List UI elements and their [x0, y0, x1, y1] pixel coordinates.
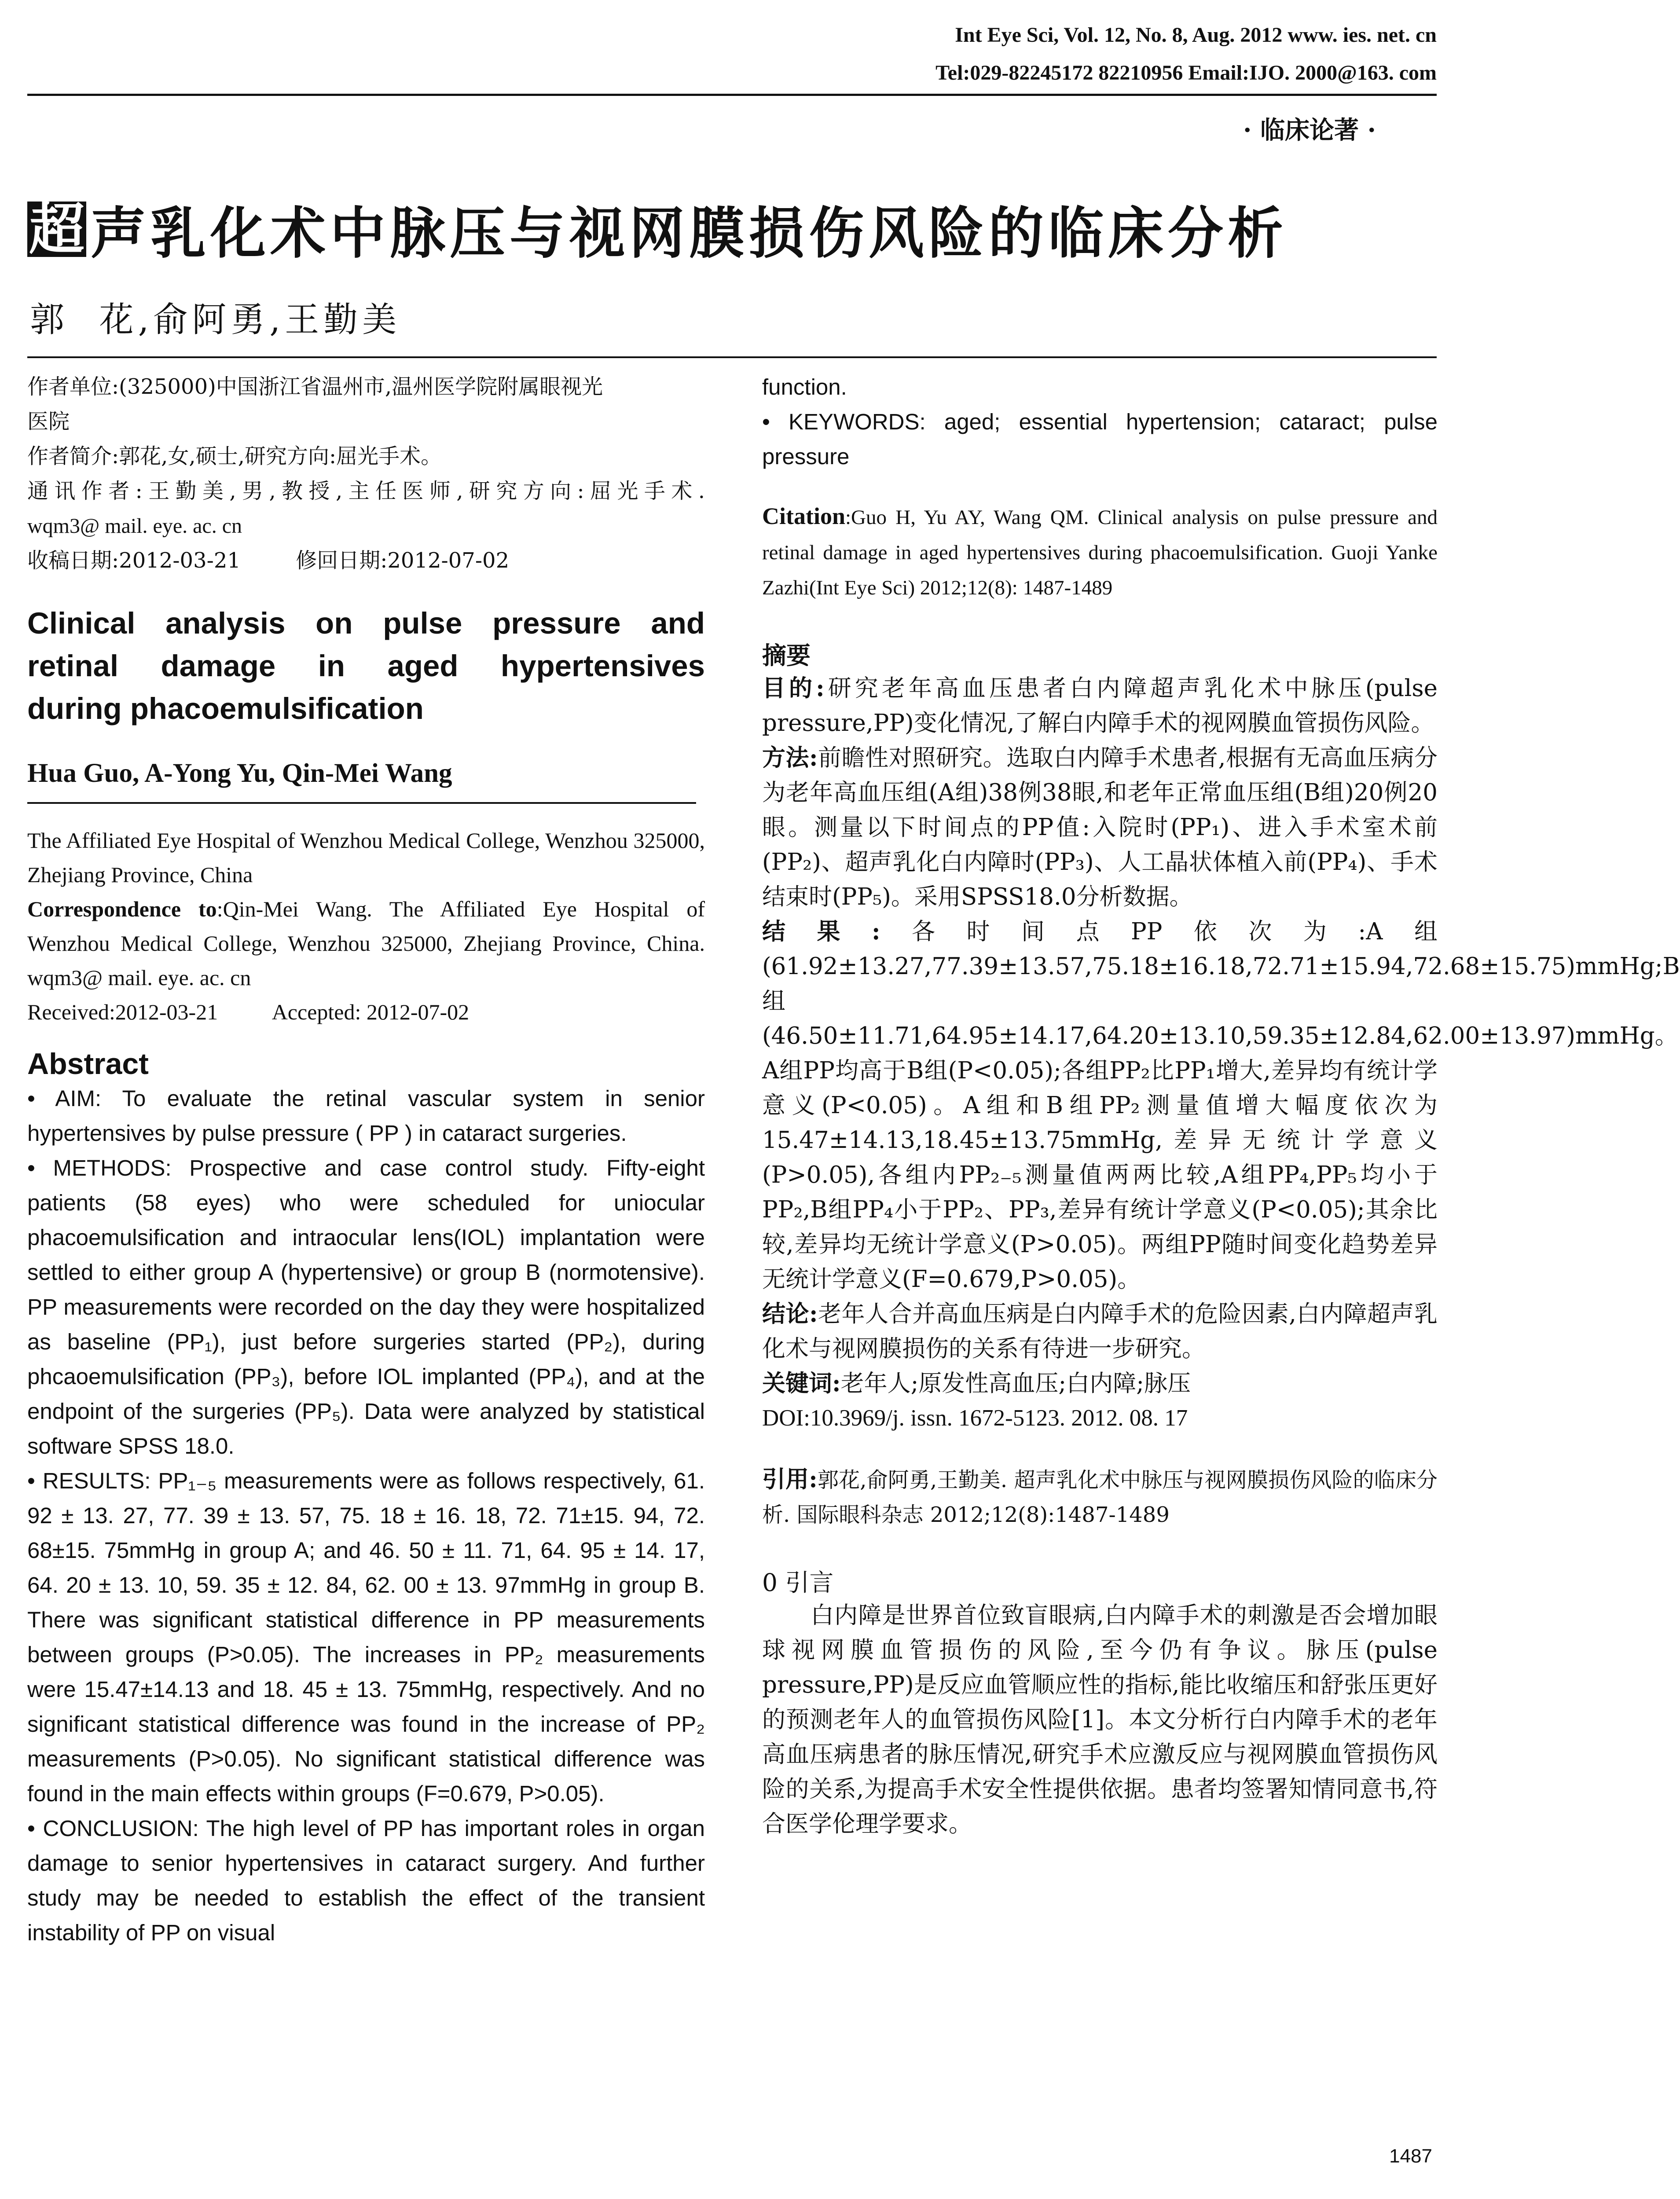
page-number: 1487 [1389, 2145, 1432, 2167]
left-column [27, 370, 705, 1950]
abstract-methods: • METHODS: Prospective and case control study. Fifty-eight patients (58 eyes) who were scheduled for uniocular phacoemulsification and intraocular lens(IOL) implantation were settled to either group A (hypertensive) or group B (normotensive). PP measurements were recorded on the day they were hospitalized as baseline (PP₁), just before surgeries started (PP₂), during phcaoemulsification (PP₃), before IOL implanted (PP₄), and at the endpoint of the surgeries (PP₅). Data were analyzed by statistical software SPSS 18.0. [27, 1155, 705, 1459]
en-affiliation: The Affiliated Eye Hospital of Wenzhou Medical College, Wenzhou 325000, Zhejiang Province, China [27, 828, 705, 887]
en-correspondence-text: :Qin-Mei Wang. The Affiliated Eye Hospital of Wenzhou Medical College, Wenzhou 325000, Zhejiang Province, China. wqm3@ mail. eye. ac. cn [27, 897, 705, 990]
abstract-cn-methods-text: 前瞻性对照研究。选取白内障手术患者,根据有无高血压病分为老年高血压组(A组)38例38眼,和老年正常血压组(B组)20例20眼。测量以下时间点的PP值:入院时(PP₁)、进入手术室术前(PP₂)、超声乳化白内障时(PP₃)、人工晶状体植入前(PP₄)、手术结束时(PP₅)。采用SPSS18.0分析数据。 [762, 744, 1438, 910]
abstract-cn-conclusion [762, 1297, 1438, 1366]
author-bio-cn: 作者简介:郭花,女,硕士,研究方向:屈光手术。 [27, 444, 442, 469]
en-received: Received:2012-03-21 [27, 1000, 218, 1024]
right-column [762, 370, 1680, 1841]
received-date-cn: 收稿日期:2012-03-21 [27, 548, 241, 573]
abstract-keywords: • KEYWORDS: aged; essential hypertension; cataract; pulse pressure [762, 409, 1438, 469]
article-title [27, 189, 1288, 269]
correspondence-cn-line2: wqm3@ mail. eye. ac. cn [27, 514, 242, 538]
intro-body: 白内障是世界首位致盲眼病,白内障手术的刺激是否会增加眼球视网膜血管损伤的风险,至今仍有争议。脉压(pulse pressure,PP)是反应血管顺应性的指标,能比收缩压和舒张压更好的预测老年人的血管损伤风险[1]。本文分析行白内障手术的老年高血压病患者的脉压情况,研究手术应激反应与视网膜血管损伤风险的关系,为提高手术安全性提供依据。患者均签署知情同意书,符合医学伦理学要求。 [762, 1602, 1438, 1837]
en-correspondence [27, 892, 705, 995]
en-correspondence-label: Correspondence to [27, 897, 217, 921]
affiliation-cn-line2: 医院 [27, 409, 70, 434]
en-title-line2: retinal damage in aged hypertensives [27, 649, 705, 683]
abstract-cn-results [762, 914, 1680, 1297]
citation-en-text: :Guo H, Yu AY, Wang QM. Clinical analysis on pulse pressure and retinal damage in aged hypertensives during phacoemulsification. Guoji Yanke Zazhi(Int Eye Sci) 2012;12(8): 1487-1489 [762, 506, 1438, 599]
abstract-cn-methods-label: 方法: [762, 744, 818, 771]
citation-cn-text: 郭花,俞阿勇,王勤美. 超声乳化术中脉压与视网膜损伤风险的临床分析. 国际眼科杂志 2012;12(8):1487-1489 [762, 1468, 1438, 1527]
citation-en-label: Citation [762, 503, 845, 529]
affiliation-cn-line1: 作者单位:(325000)中国浙江省温州市,温州医学院附属眼视光 [27, 374, 603, 399]
abstract-cn-aim-text: 研究老年高血压患者白内障超声乳化术中脉压(pulse pressure,PP)变化情况,了解白内障手术的视网膜血管损伤风险。 [762, 675, 1438, 737]
abstract-conclusion: • CONCLUSION: The high level of PP has important roles in organ damage to senior hypertensives in cataract surgery. And further study may be needed to establish the effect of the transient instability of PP on visual [27, 1816, 705, 1945]
correspondence-cn-line1: 通讯作者:王勤美,男,教授,主任医师,研究方向:屈光手术. [27, 479, 705, 503]
section-label: · 临床论著 · [1243, 116, 1376, 145]
en-dates [27, 995, 705, 1029]
abstract-heading: Abstract [27, 1047, 149, 1081]
abstract-conclusion-continued: function. [762, 374, 847, 399]
abstract-cn-keywords-label: 关键词: [762, 1370, 841, 1397]
abstract-cn-aim [762, 671, 1438, 740]
abstract-cn-keywords [762, 1366, 1438, 1401]
abstract-cn-methods [762, 740, 1438, 914]
citation-cn [762, 1462, 1438, 1532]
en-accepted: Accepted: 2012-07-02 [271, 1000, 470, 1024]
en-title-line1: Clinical analysis on pulse pressure and [27, 606, 705, 640]
citation-cn-label: 引用: [762, 1466, 818, 1493]
title-drop-char: 超 [27, 202, 86, 257]
revised-date-cn: 修回日期:2012-07-02 [296, 548, 510, 573]
intro-heading: 0 引言 [762, 1569, 834, 1597]
abstract-cn-heading: 摘要 [762, 641, 811, 670]
abstract-cn-results-label: 结果: [762, 918, 880, 945]
abstract-results: • RESULTS: PP₁₋₅ measurements were as follows respectively, 61. 92 ± 13. 27, 77. 39 ± 13. 57, 75. 18 ± 16. 18, 72. 71±15. 94, 72. 68±15. 75mmHg in group A; and 46. 50 ± 11. 71, 64. 95 ± 14. 17, 64. 20 ± 13. 10, 59. 35 ± 12. 84, 62. 00 ± 13. 97mmHg in group B. There was significant statistical difference in PP measurements between groups (P>0.05). The increases in PP₂ measurements were 15.47±14.13 and 18. 45 ± 13. 75mmHg, respectively. And no significant statistical difference was found in the increase of PP₂ measurements (P>0.05). No significant statistical difference was found in the main effects within groups (F=0.679, P>0.05). [27, 1468, 705, 1806]
title-text: 声乳化术中脉压与视网膜损伤风险的临床分析 [91, 201, 1288, 266]
abstract-cn-results-text: 各时间点PP依次为:A组(61.92±13.27,77.39±13.57,75.18±16.18,72.71±15.94,72.68±15.75)mmHg;B组(46.50±11.71,64.95±14.17,64.20±13.10,59.35±12.84,62.00±13.97)mmHg。A组PP均高于B组(P<0.05);各组PP₂比PP₁增大,差异均有统计学意义(P<0.05)。A组和B组PP₂测量值增大幅度依次为15.47±14.13,18.45±13.75mmHg,差异无统计学意义(P>0.05),各组内PP₂₋₅测量值两两比较,A组PP₄,PP₅均小于PP₂,B组PP₄小于PP₂、PP₃,差异有统计学意义(P<0.05);其余比较,差异均无统计学意义(P>0.05)。两组PP随时间变化趋势差异无统计学意义(F=0.679,P>0.05)。 [762, 918, 1680, 1293]
journal-header-line: Int Eye Sci, Vol. 12, No. 8, Aug. 2012 www. ies. net. cn [955, 23, 1437, 47]
abstract-cn-conclusion-text: 老年人合并高血压病是白内障手术的危险因素,白内障超声乳化术与视网膜损伤的关系有待进一步研究。 [762, 1301, 1438, 1362]
authors-rule [27, 356, 1437, 358]
dates-cn [27, 543, 705, 578]
journal-contact-line: Tel:029-82245172 82210956 Email:IJO. 2000@163. com [935, 61, 1437, 84]
en-authors: Hua Guo, A-Yong Yu, Qin-Mei Wang [27, 759, 452, 788]
header-rule [27, 94, 1437, 96]
abstract-cn-keywords-text: 老年人;原发性高血压;白内障;脉压 [840, 1370, 1191, 1397]
authors-chinese: 郭 花,俞阿勇,王勤美 [30, 300, 401, 340]
abstract-aim: • AIM: To evaluate the retinal vascular system in senior hypertensives by pulse pressure ( PP ) in cataract surgeries. [27, 1086, 705, 1146]
abstract-cn-doi: DOI:10.3969/j. issn. 1672-5123. 2012. 08. 17 [762, 1405, 1188, 1431]
en-title-line3: during phacoemulsification [27, 692, 424, 726]
abstract-cn-conclusion-label: 结论: [762, 1300, 818, 1327]
abstract-cn-aim-label: 目的: [762, 674, 825, 702]
citation-en [762, 498, 1438, 605]
